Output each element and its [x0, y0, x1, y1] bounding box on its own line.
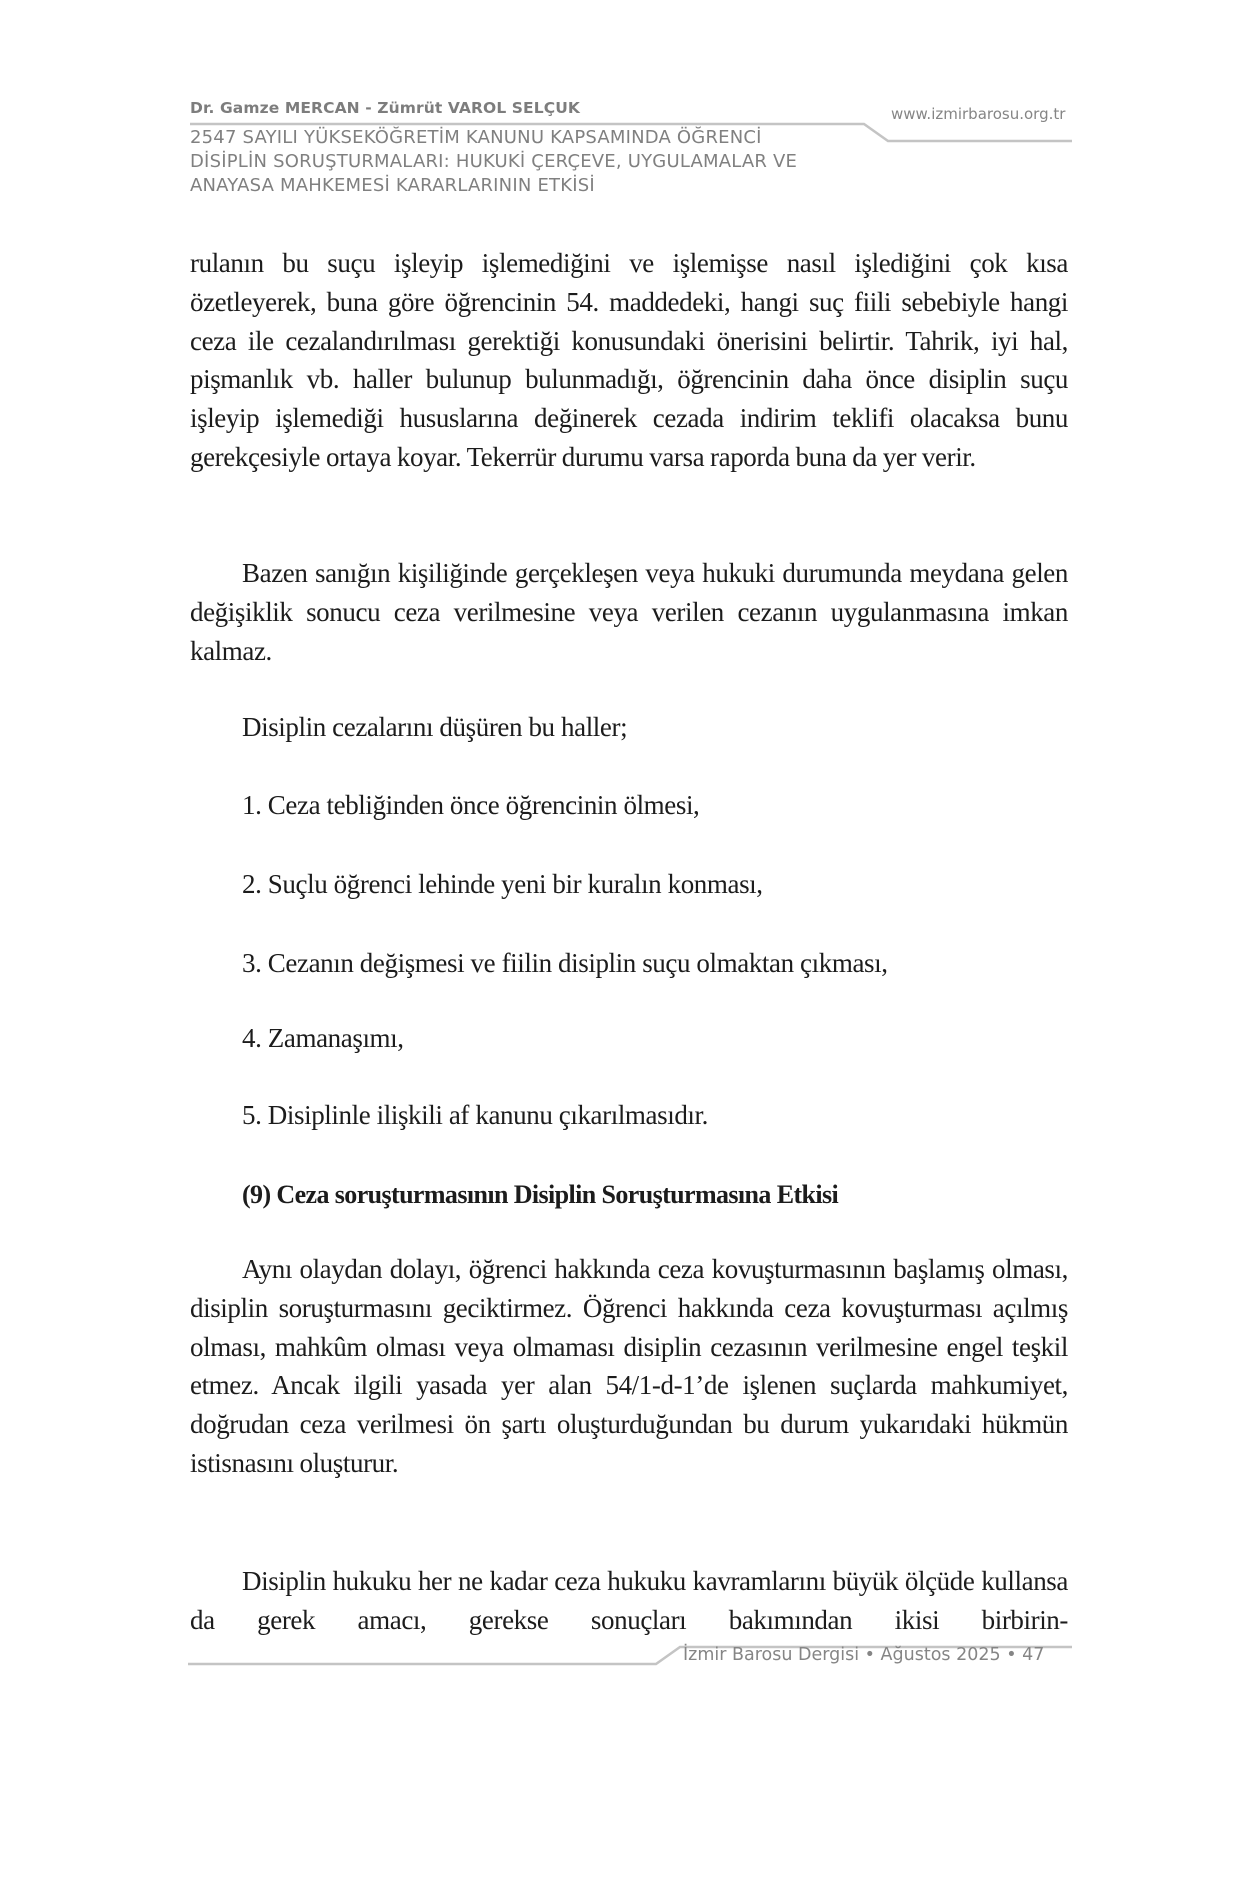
- paragraph-text: Bazen sanığın kişiliğinde gerçekleşen veya hukuki durumunda meydana gelen değişiklik sonucu ceza verilmesine veya verilen cezanın uygulanmasına imkan kalmaz.: [190, 558, 1068, 666]
- title-line: DİSİPLİN SORUŞTURMALARI: HUKUKİ ÇERÇEVE, UYGULAMALAR VE: [190, 151, 798, 172]
- list-item: 1. Ceza tebliğinden önce öğrencinin ölmesi,: [242, 790, 700, 820]
- paragraph: [190, 1562, 1068, 1640]
- paragraph: [190, 1250, 1068, 1483]
- paragraph-text: Aynı olaydan dolayı, öğrenci hakkında ceza kovuşturmasının başlamış olması, disiplin soruşturmasını geciktirmez. Öğrenci hakkında ceza kovuşturması açılmış olması, mahkûm olması veya olmaması disiplin cezasının verilmesine engel teşkil etmez. Ancak ilgili yasada yer alan 54/1-d-1’de işlenen suçlarda mahkumiyet, doğrudan ceza verilmesi ön şartı oluşturduğundan bu durum yukarıdaki hükmün istisnasını oluşturur.: [190, 1254, 1068, 1478]
- page-footer: İzmir Barosu Dergisi • Ağustos 2025 • 47: [683, 1645, 1045, 1665]
- section-heading: (9) Ceza soruşturmasının Disiplin Soruşturmasına Etkisi: [242, 1180, 839, 1209]
- list-item: 2. Suçlu öğrenci lehinde yeni bir kuralın konması,: [242, 869, 763, 899]
- title-line: ANAYASA MAHKEMESİ KARARLARININ ETKİSİ: [190, 175, 595, 196]
- paragraph-continuation: [190, 244, 1068, 477]
- running-header-title: [190, 126, 797, 198]
- list-item: 4. Zamanaşımı,: [242, 1023, 404, 1053]
- paragraph-text: rulanın bu suçu işleyip işlemediğini ve işlemişse nasıl işlediğini çok kısa özetleyerek, buna göre öğrencinin 54. maddedeki, hangi suç fiili sebebiyle hangi ceza ile cezalandırılması gerektiği konusundaki önerisini belirtir. Tahrik, iyi hal, pişmanlık vb. haller bulunup bulunmadığı, öğrencinin daha önce disiplin suçu işleyip işlemediği hususlarına değinerek cezada indirim teklifi olacaksa bunu gerekçesiyle ortaya koyar. Tekerrür durumu varsa raporda buna da yer verir.: [190, 248, 1068, 472]
- running-header-authors: Dr. Gamze MERCAN - Zümrüt VAROL SELÇUK: [190, 99, 580, 117]
- website-url: www.izmirbarosu.org.tr: [891, 105, 1066, 123]
- paragraph: [190, 554, 1068, 670]
- list-intro: Disiplin cezalarını düşüren bu haller;: [242, 712, 628, 742]
- paragraph-text: Disiplin hukuku her ne kadar ceza hukuku kavramlarını büyük ölçüde kullansa da gerek amacı, gerekse sonuçları bakımından ikisi birbirin-: [190, 1566, 1068, 1635]
- list-item: 3. Cezanın değişmesi ve fiilin disiplin suçu olmaktan çıkması,: [242, 948, 888, 978]
- title-line: 2547 SAYILI YÜKSEKÖĞRETİM KANUNU KAPSAMINDA ÖĞRENCİ: [190, 127, 762, 148]
- list-item: 5. Disiplinle ilişkili af kanunu çıkarılmasıdır.: [242, 1100, 708, 1130]
